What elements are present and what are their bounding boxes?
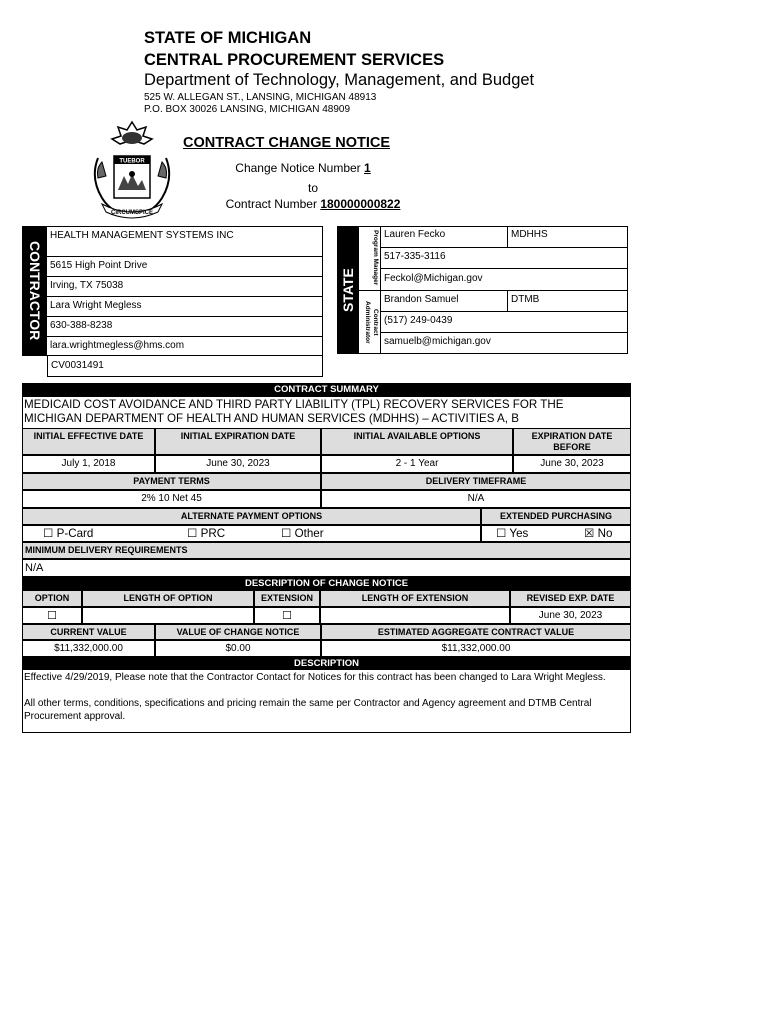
expiration-date: June 30, 2023 [155, 455, 321, 473]
michigan-seal-icon [84, 118, 180, 224]
yes-checkbox[interactable]: ☐ Yes [496, 527, 529, 540]
h-extension: EXTENSION [254, 590, 320, 607]
ca-label: Contract Administrator [364, 300, 379, 344]
h-min-delivery: MINIMUM DELIVERY REQUIREMENTS [22, 542, 631, 559]
contractor-contact: Lara Wright Megless [47, 296, 323, 316]
h-expiration-date: INITIAL EXPIRATION DATE [155, 428, 321, 455]
ca-agency: DTMB [508, 290, 628, 311]
exp-before: June 30, 2023 [513, 455, 631, 473]
aggregate-value: $11,332,000.00 [321, 640, 631, 657]
pm-agency: MDHHS [511, 229, 548, 240]
seal-motto-top: TUEBOR [119, 158, 145, 165]
h-alt-payment: ALTERNATE PAYMENT OPTIONS [22, 508, 481, 525]
notice-title: CONTRACT CHANGE NOTICE [183, 135, 391, 151]
available-options: 2 - 1 Year [321, 455, 513, 473]
pm-phone: 517-335-3116 [381, 247, 628, 268]
contractor-city: Irving, TX 75038 [47, 276, 323, 296]
pcard-checkbox[interactable]: ☐ P-Card [43, 527, 94, 540]
header-state: STATE OF MICHIGAN [144, 29, 312, 47]
contract-number-line [183, 197, 443, 211]
extended-purchasing-row [481, 525, 631, 542]
value-change: $0.00 [155, 640, 321, 657]
h-option: OPTION [22, 590, 82, 607]
h-delivery-timeframe: DELIVERY TIMEFRAME [321, 473, 631, 490]
pm-name: Lauren Fecko [381, 226, 508, 247]
effective-date: July 1, 2018 [22, 455, 155, 473]
payment-terms: 2% 10 Net 45 [22, 490, 321, 508]
length-option [82, 607, 254, 624]
change-notice-number: 1 [364, 161, 371, 175]
change-band: DESCRIPTION OF CHANGE NOTICE [22, 577, 631, 590]
contract-number: 180000000822 [320, 197, 401, 211]
other-checkbox[interactable]: ☐ Other [281, 527, 324, 540]
ca-email: samuelb@michigan.gov [381, 332, 628, 354]
h-exp-before: EXPIRATION DATE BEFORE [513, 428, 631, 455]
header-department: Department of Technology, Management, and Budget [144, 71, 535, 89]
header-cps: CENTRAL PROCUREMENT SERVICES [144, 51, 445, 69]
h-revised-exp-date: REVISED EXP. DATE [510, 590, 631, 607]
length-extension [320, 607, 510, 624]
contractor-email: lara.wrightmegless@hms.com [47, 336, 323, 356]
description-band: DESCRIPTION [22, 657, 631, 670]
contract-number-label: Contract Number [225, 197, 317, 211]
delivery-timeframe: N/A [321, 490, 631, 508]
header-address-2: P.O. BOX 30026 LANSING, MICHIGAN 48909 [144, 104, 351, 115]
summary-description: MEDICAID COST AVOIDANCE AND THIRD PARTY LIABILITY (TPL) RECOVERY SERVICES FOR THE MICHIGAN DEPARTMENT OF HEALTH AND HUMAN SERVICES (MDHHS) – ACTIVITIES A, B [24, 398, 564, 425]
revised-exp-date: June 30, 2023 [510, 607, 631, 624]
no-checkbox[interactable]: ☒ No [584, 527, 613, 540]
contractor-vendor-id: CV0031491 [47, 356, 323, 377]
h-aggregate-value: ESTIMATED AGGREGATE CONTRACT VALUE [321, 624, 631, 640]
contractor-phone: 630-388-8238 [47, 316, 323, 336]
description-paragraph-1: Effective 4/29/2019, Please note that the Contractor Contact for Notices for this contract has been changed to Lara Wright Megless. [24, 672, 606, 683]
to-label: to [307, 181, 318, 195]
current-value: $11,332,000.00 [22, 640, 155, 657]
h-length-extension: LENGTH OF EXTENSION [320, 590, 510, 607]
change-notice-label: Change Notice Number [235, 161, 361, 175]
seal-motto-bottom: CIRCUMSPICE [110, 210, 154, 216]
h-payment-terms: PAYMENT TERMS [22, 473, 321, 490]
h-length-option: LENGTH OF OPTION [82, 590, 254, 607]
min-delivery: N/A [22, 559, 631, 577]
h-effective-date: INITIAL EFFECTIVE DATE [22, 428, 155, 455]
contractor-side-label: CONTRACTOR [27, 241, 43, 341]
contractor-street: 5615 High Point Drive [47, 256, 323, 276]
contractor-name: HEALTH MANAGEMENT SYSTEMS INC [50, 230, 234, 241]
ca-phone: (517) 249-0439 [381, 311, 628, 332]
option-checkbox[interactable]: ☐ [22, 607, 82, 624]
header-address-1: 525 W. ALLEGAN ST., LANSING, MICHIGAN 48913 [144, 92, 377, 103]
summary-band: CONTRACT SUMMARY [22, 383, 631, 397]
ca-name: Brandon Samuel [381, 290, 508, 311]
alt-payment-row [22, 525, 481, 542]
change-notice-line [183, 161, 423, 175]
h-current-value: CURRENT VALUE [22, 624, 155, 640]
h-extended-purchasing: EXTENDED PURCHASING [481, 508, 631, 525]
description-paragraph-2: All other terms, conditions, specifications and pricing remain the same per Contractor and Agency agreement and DTMB Central Procurement approval. [24, 698, 592, 722]
pm-email: Feckol@Michigan.gov [381, 268, 628, 290]
pm-label: Program Manager [372, 230, 379, 286]
prc-checkbox[interactable]: ☐ PRC [187, 527, 226, 540]
state-side-label: STATE [340, 268, 356, 312]
h-value-change: VALUE OF CHANGE NOTICE [155, 624, 321, 640]
h-available-options: INITIAL AVAILABLE OPTIONS [321, 428, 513, 455]
extension-checkbox[interactable]: ☐ [254, 607, 320, 624]
